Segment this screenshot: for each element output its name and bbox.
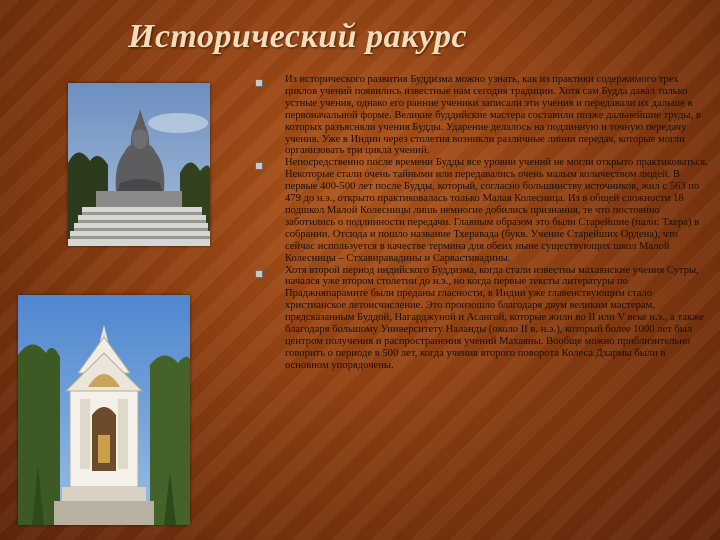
bullet-text: Из исторического развития Буддизма можно узнать, как из практики содержимого трех циклов учений появились известные нам сегодня традиции. Хотя сам Будда давал только устные учения, однако его ранние ученики записали эти учения и передавали их дальше в первоначальной форме. Великие буддийские мастера составили позже дальнейшие труды, в которых разъясняли учения Будды. Ударение делалось на подлинную и точную передачу учения. Уже в Индии через столетия возникли различные линии передач, которые могли организовать три цикла учений.: [285, 74, 701, 157]
bullet-text: Хотя второй период индийского Буддизма, когда стали известны махаянские учения Сутры, начался уже втором столетии до н.э., но когда первые тексты литературы по Праджняпарамите были преданы гласности, в Индии уже главенствующим стало христианское летоисчисление. Это произошло благодаря двум великим мастерам, предсказанным Буддой, Нагарджуной и Асангой, которые жили во II или V веке н.э., а также благодаря большому Университету Наланды (около II в. н.э.), который более 1000 лет был центром получения и распространения учений Махаяны. Вообще можно приблизительно говорить о периоде в 500 лет, когда учения второго поворота Колеса Дхармы были в основном упорядочены.: [285, 264, 704, 371]
bullet-item: [252, 265, 708, 372]
bullet-text: Непосредственно после времени Будды все уровни учений не могли открыто практиковаться. Некоторые стали очень тайными или передавались очень малым количеством людей. В первые 400-500 лет после Будды, который, согласно большинству источников, жил с 563 по 479 до н.э., открыто практиковалась только Малая Колесница. Из в общей сложности 18 подшкол Малой Колесницы лишь немногие добились признания, те что постоянно заботились о подлинности передачи. Главным образом это были Старейшие (пали: Тхера) в собрании. Отсюда и пошло название Тхеравада (букв. Учение Старейших Ордена), что сейчас используется в качестве термина для обеих ныне существующих школ Малой Колесницы – Стхавиравадины и Сарвастивадины.: [285, 157, 708, 264]
buddha-statue-photo: [68, 83, 210, 246]
bullet-item: [252, 157, 708, 264]
bullet-list: [252, 74, 708, 372]
bullet-square-icon: [255, 162, 263, 170]
bullet-square-icon: [255, 270, 263, 278]
bullet-square-icon: [255, 79, 263, 87]
temple-shrine-photo: [18, 295, 190, 525]
slide-title: Исторический ракурс: [128, 18, 468, 55]
bullet-item: [252, 74, 708, 157]
